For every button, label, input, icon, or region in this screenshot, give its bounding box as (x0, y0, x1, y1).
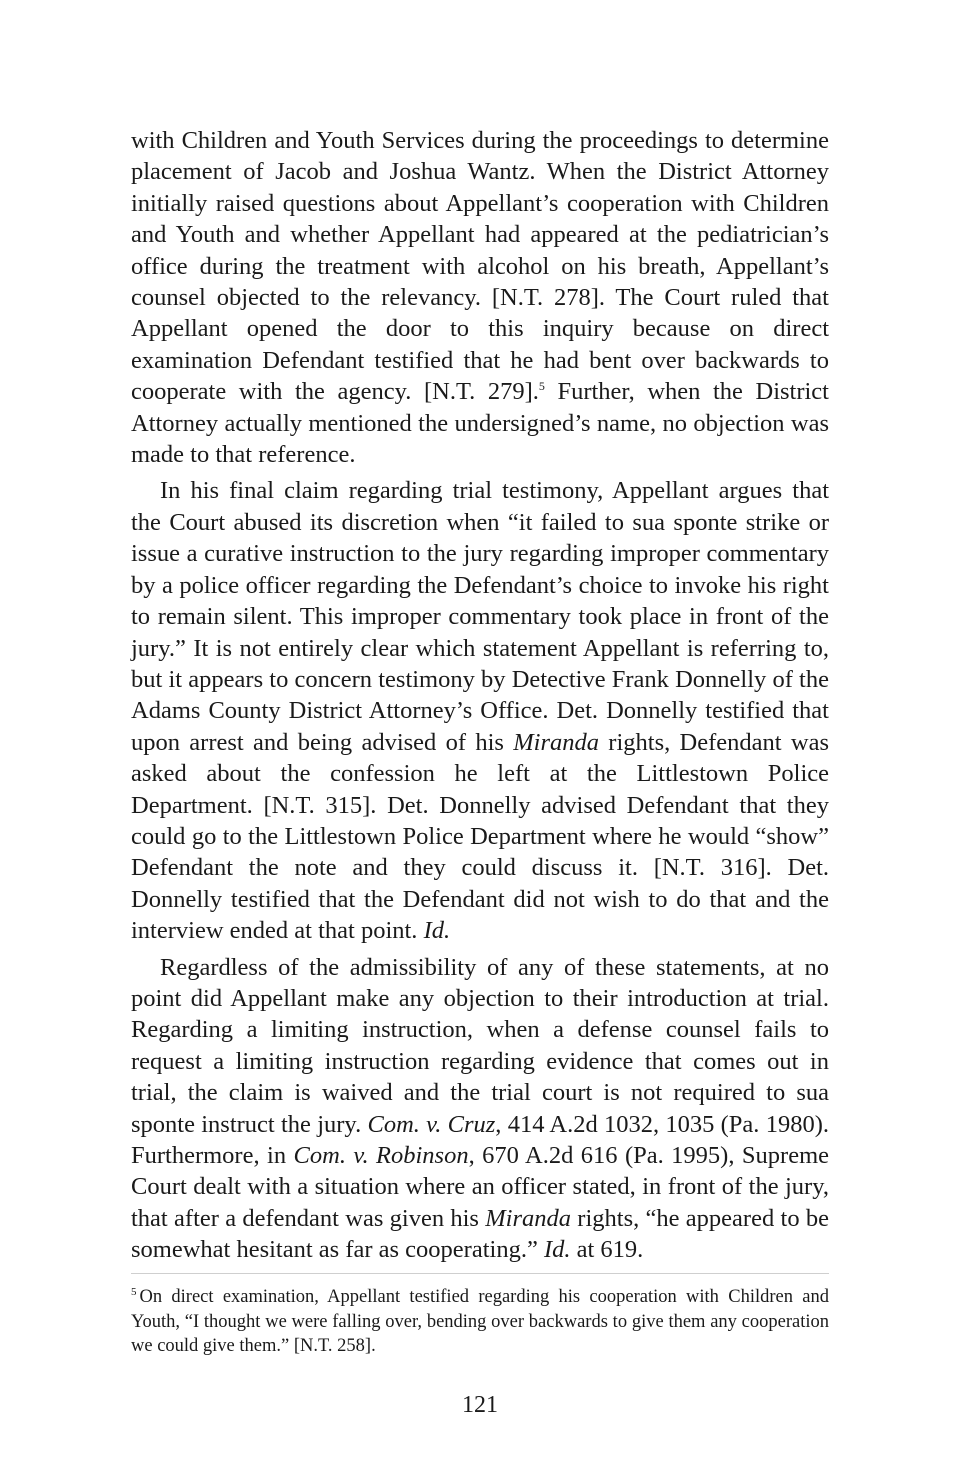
paragraph (131, 475, 829, 946)
page-number: 121 (462, 1392, 498, 1418)
footnote-marker: 5 (131, 1285, 137, 1298)
case-name: Com. v. Cruz (367, 1110, 496, 1138)
paragraph-text: , 414 A.2d 1032, 1035 (Pa. 1980). Furthermore, in (131, 1110, 829, 1169)
paragraph-text: with Children and Youth Services during the proceedings to determine placement of Jacob and Joshua Wantz. When the District Attorney initially raised questions about Appellant’s cooperation with Children and Youth and whether Appellant had appeared at the pediatrician’s office during the treatment with alcohol on his breath, Appellant’s counsel objected to the relevancy. [N.T. 278]. The Court ruled that Appellant opened the door to this inquiry because on direct examination Defendant testified that he had bent over backwards to cooperate with the agency. [N.T. 279]. (131, 127, 829, 406)
citation-id: Id. (543, 1236, 571, 1264)
paragraph-text: Regardless of the admissibility of any of these statements, at no point did Appellant make any objection to their introduction at trial. Regarding a limiting instruction, when a defense counsel fails to request a limiting instruction regarding evidence that comes out in trial, the claim is waived and the trial court is not required to sua sponte instruct the jury. (131, 953, 829, 1138)
paragraph-text: rights, Defendant was asked about the confession he left at the Littlestown Police Department. [N.T. 315]. Det. Donnelly advised Defendant that they could go to the Littlestown Police Department where he would “show” Defendant the note and they could discuss it. [N.T. 316]. Det. Donnelly testified that the Defendant did not wish to do that and the interview ended at that point. (131, 728, 829, 945)
paragraph-text: In his final claim regarding trial testimony, Appellant argues that the Court abused its discretion when “it failed to sua sponte strike or issue a curative instruction to the jury regarding improper commentary by a police officer regarding the Defendant’s choice to invoke his right to remain silent. This improper commentary took place in front of the jury.” It is not entirely clear which statement Appellant is referring to, but it appears to concern testimony by Detective Frank Donnelly of the Adams County District Attorney’s Office. Det. Donnelly testified that upon arrest and being advised of his (131, 477, 829, 756)
paragraph-text: Further, when the District Attorney actually mentioned the undersigned’s name, no objection was made to that reference. (131, 378, 829, 469)
paragraph-text: rights, “he appeared to be somewhat hesitant as far as cooperating.” (131, 1204, 829, 1264)
case-name: Com. v. Robinson (293, 1142, 469, 1169)
body-text (131, 125, 829, 1266)
footnote (131, 1285, 829, 1359)
footnote-text: On direct examination, Appellant testified regarding his cooperation with Children and Youth, “I thought we were falling over, bending over backwards to give them any cooperation we could give them.” [N.T. 258]. (131, 1287, 829, 1356)
paragraph (131, 952, 829, 1266)
paragraph-text: , 670 A.2d 616 (Pa. 1995), Supreme Court dealt with a situation where an officer stated, in front of the jury, that after a defendant was given his (131, 1142, 830, 1232)
citation-id: Id. (423, 917, 451, 945)
paragraph (131, 125, 829, 470)
paragraph-text: at 619. (570, 1236, 644, 1264)
italic-term: Miranda (485, 1204, 571, 1232)
italic-term: Miranda (513, 728, 599, 756)
footnote-divider (131, 1273, 829, 1274)
footnote-reference: 5 (538, 379, 545, 394)
